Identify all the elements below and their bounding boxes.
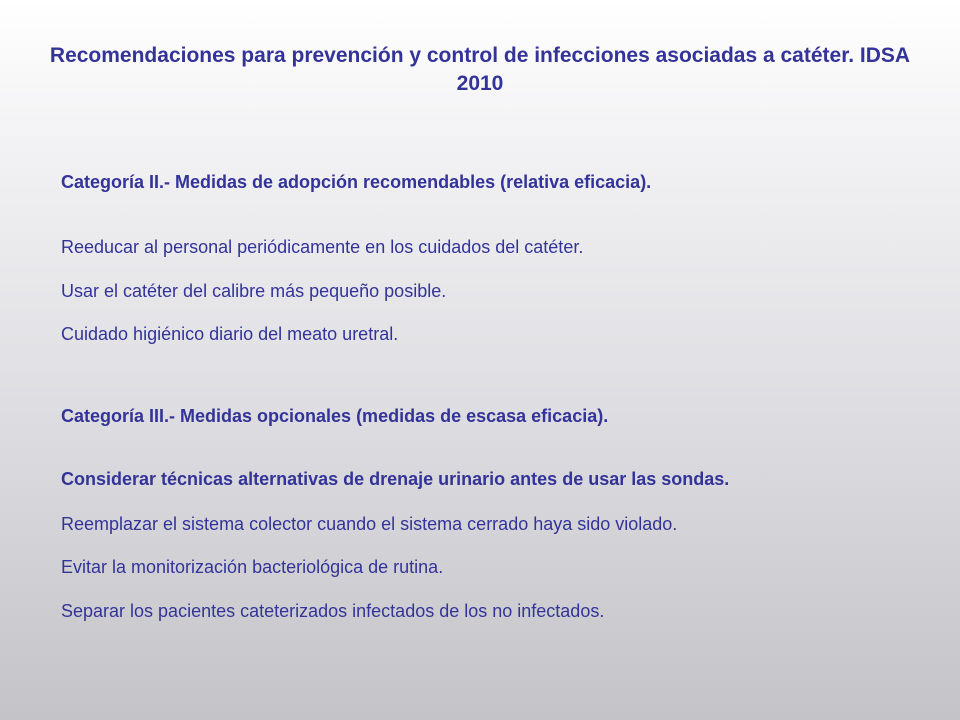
category-iii-item: Separar los pacientes cateterizados infectados de los no infectados.: [61, 601, 605, 621]
category-iii-item: Reemplazar el sistema colector cuando el sistema cerrado haya sido violado.: [61, 514, 678, 534]
category-ii-item: Usar el catéter del calibre más pequeño posible.: [61, 281, 447, 301]
category-iii-item-emphasized: Considerar técnicas alternativas de drenaje urinario antes de usar las sondas.: [61, 469, 730, 489]
category-ii-heading: Categoría II.- Medidas de adopción recomendables (relativa eficacia).: [61, 172, 652, 192]
category-ii-item: Cuidado higiénico diario del meato uretral.: [61, 324, 399, 344]
category-iii-item: Evitar la monitorización bacteriológica de rutina.: [61, 557, 444, 577]
category-iii-heading: Categoría III.- Medidas opcionales (medidas de escasa eficacia).: [61, 406, 609, 426]
slide-title: Recomendaciones para prevención y control de infecciones asociadas a catéter. IDSA 2010: [49, 44, 911, 95]
category-ii-item: Reeducar al personal periódicamente en los cuidados del catéter.: [61, 237, 584, 257]
